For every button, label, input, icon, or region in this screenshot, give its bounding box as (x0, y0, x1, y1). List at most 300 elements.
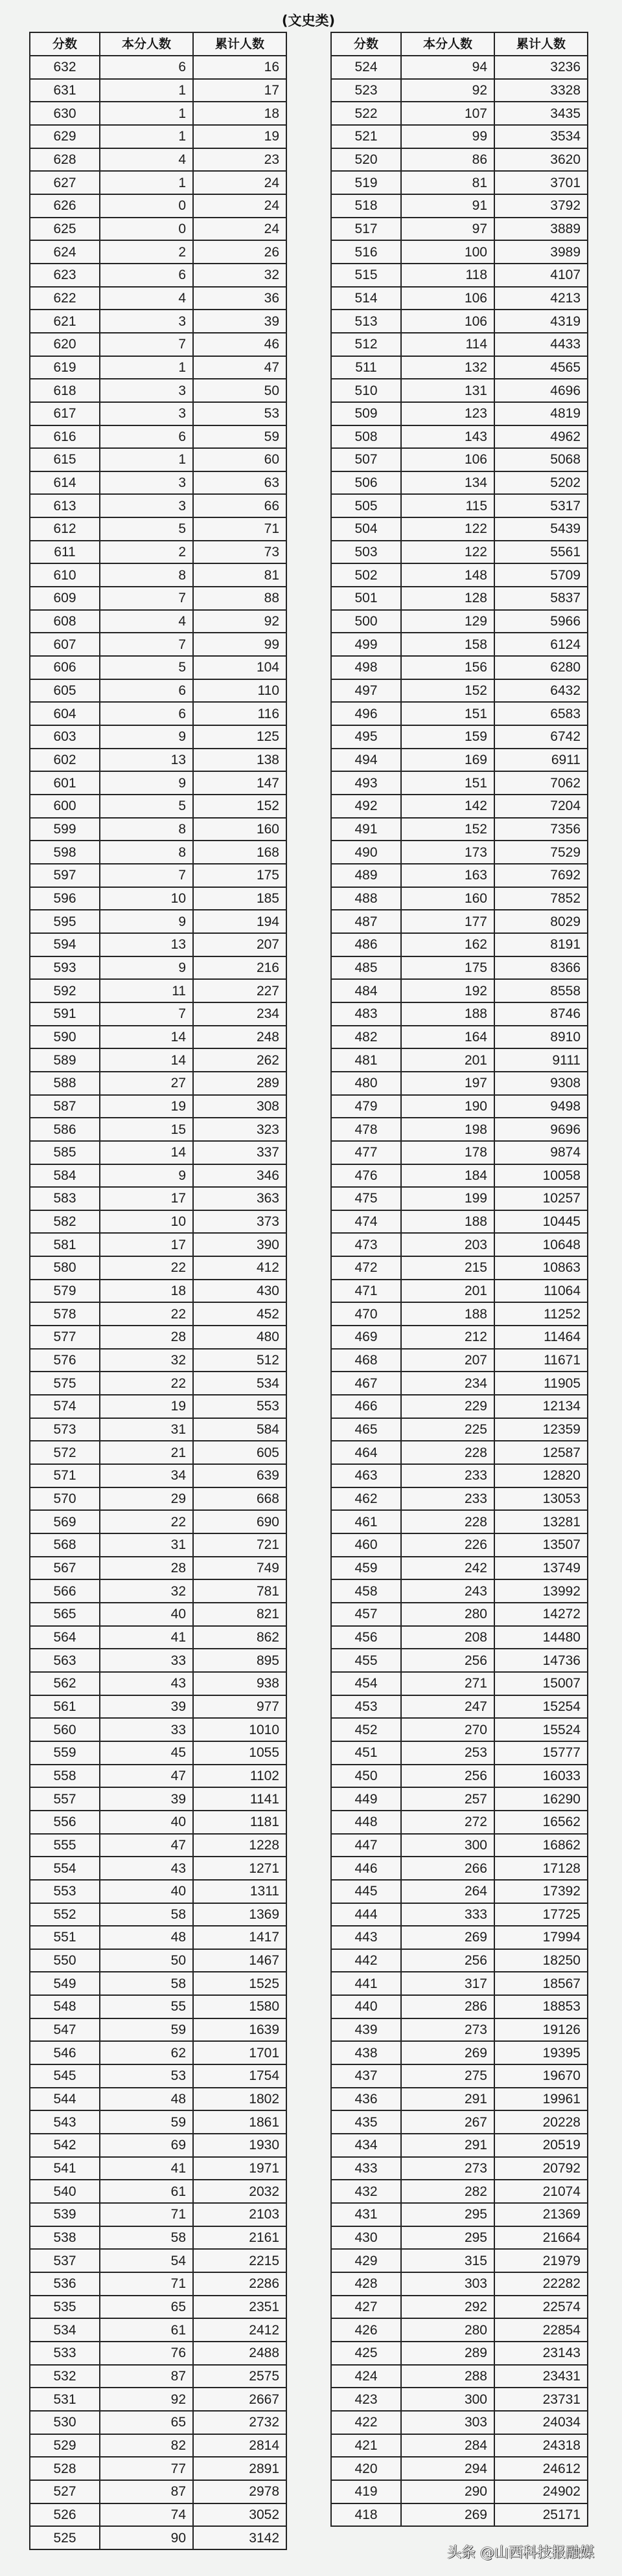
table-row (30, 1350, 287, 1373)
cumulative-cell: 977 (194, 1696, 287, 1719)
score-cell: 617 (30, 403, 100, 426)
cumulative-cell: 8746 (495, 1003, 588, 1026)
table-row (332, 102, 588, 126)
score-cell: 490 (332, 841, 402, 864)
table-row (30, 1811, 287, 1835)
table-row (332, 819, 588, 842)
count-cell: 295 (402, 2227, 495, 2250)
score-cell: 607 (30, 633, 100, 657)
score-cell: 616 (30, 426, 100, 449)
cumulative-cell: 5439 (495, 518, 588, 541)
score-cell: 431 (332, 2204, 402, 2227)
score-cell: 441 (332, 1972, 402, 1996)
cumulative-cell: 5837 (495, 587, 588, 611)
score-cell: 566 (30, 1580, 100, 1603)
score-cell: 624 (30, 241, 100, 264)
cumulative-cell: 13749 (495, 1557, 588, 1581)
count-cell: 15 (100, 1118, 194, 1142)
cumulative-cell: 16562 (495, 1811, 588, 1835)
cumulative-cell: 13507 (495, 1534, 588, 1557)
cumulative-cell: 346 (194, 1165, 287, 1188)
count-cell: 19 (100, 1395, 194, 1419)
table-row (332, 2227, 588, 2250)
cumulative-cell: 7852 (495, 888, 588, 911)
cumulative-cell: 138 (194, 749, 287, 773)
score-cell: 586 (30, 1118, 100, 1142)
cumulative-cell: 10648 (495, 1234, 588, 1257)
count-cell: 8 (100, 819, 194, 842)
cumulative-cell: 3620 (495, 149, 588, 172)
cumulative-cell: 11464 (495, 1326, 588, 1350)
table-row (30, 2366, 287, 2389)
cumulative-cell: 19961 (495, 2088, 588, 2112)
count-cell: 106 (402, 310, 495, 333)
score-cell: 508 (332, 426, 402, 449)
cumulative-cell: 323 (194, 1118, 287, 1142)
cumulative-cell: 21369 (495, 2204, 588, 2227)
table-row (332, 56, 588, 80)
score-cell: 595 (30, 910, 100, 934)
table-row (332, 2065, 588, 2088)
count-cell: 8 (100, 564, 194, 587)
table-row (332, 1234, 588, 1257)
count-cell: 9 (100, 1165, 194, 1188)
table-row (30, 1835, 287, 1858)
count-cell: 315 (402, 2250, 495, 2273)
cumulative-cell: 2032 (194, 2180, 287, 2204)
count-cell: 134 (402, 472, 495, 495)
cumulative-cell: 373 (194, 1211, 287, 1234)
table-row (30, 633, 287, 657)
cumulative-cell: 1525 (194, 1972, 287, 1996)
table-row (332, 449, 588, 472)
cumulative-cell: 3435 (495, 102, 588, 126)
count-cell: 22 (100, 1303, 194, 1326)
cumulative-cell: 10445 (495, 1211, 588, 1234)
score-cell: 511 (332, 357, 402, 380)
count-cell: 178 (402, 1142, 495, 1165)
count-cell: 242 (402, 1557, 495, 1581)
cumulative-cell: 53 (194, 403, 287, 426)
table-row (332, 1372, 588, 1395)
score-cell: 502 (332, 564, 402, 587)
score-cell: 578 (30, 1303, 100, 1326)
count-cell: 97 (402, 218, 495, 242)
count-cell: 90 (100, 2527, 194, 2550)
count-cell: 292 (402, 2296, 495, 2320)
count-cell: 151 (402, 772, 495, 795)
table-row (30, 2180, 287, 2204)
count-cell: 256 (402, 1950, 495, 1973)
table-row (30, 518, 287, 541)
score-cell: 631 (30, 80, 100, 103)
table-header (332, 33, 588, 56)
score-cell: 420 (332, 2457, 402, 2481)
table-row (30, 2042, 287, 2065)
cumulative-cell: 3989 (495, 241, 588, 264)
score-cell: 489 (332, 864, 402, 888)
count-cell: 188 (402, 1211, 495, 1234)
score-cell: 427 (332, 2296, 402, 2320)
score-cell: 537 (30, 2250, 100, 2273)
cumulative-cell: 24902 (495, 2481, 588, 2504)
cumulative-cell: 938 (194, 1673, 287, 1696)
table-row (30, 1257, 287, 1280)
count-cell: 32 (100, 1580, 194, 1603)
cumulative-cell: 1701 (194, 2042, 287, 2065)
score-cell: 551 (30, 1926, 100, 1950)
table-row (30, 2250, 287, 2273)
count-cell: 7 (100, 587, 194, 611)
count-cell: 77 (100, 2457, 194, 2481)
count-cell: 13 (100, 749, 194, 773)
score-cell: 457 (332, 1603, 402, 1627)
cumulative-cell: 14272 (495, 1603, 588, 1627)
table-row (30, 172, 287, 195)
cumulative-cell: 50 (194, 379, 287, 403)
score-cell: 500 (332, 611, 402, 634)
table-row (30, 1165, 287, 1188)
count-cell: 86 (402, 149, 495, 172)
cumulative-cell: 194 (194, 910, 287, 934)
cumulative-cell: 46 (194, 333, 287, 357)
table-row (332, 1026, 588, 1050)
score-cell: 419 (332, 2481, 402, 2504)
count-cell: 1 (100, 449, 194, 472)
score-cell: 538 (30, 2227, 100, 2250)
count-cell: 212 (402, 1326, 495, 1350)
cumulative-cell: 88 (194, 587, 287, 611)
cumulative-cell: 2891 (194, 2457, 287, 2481)
count-cell: 188 (402, 1303, 495, 1326)
count-cell: 286 (402, 1996, 495, 2019)
count-cell: 142 (402, 795, 495, 819)
cumulative-cell: 668 (194, 1488, 287, 1511)
count-cell: 43 (100, 1857, 194, 1881)
cumulative-cell: 6583 (495, 703, 588, 726)
score-cell: 424 (332, 2366, 402, 2389)
score-cell: 541 (30, 2158, 100, 2181)
table-row (30, 703, 287, 726)
cumulative-cell: 71 (194, 518, 287, 541)
count-cell: 228 (402, 1511, 495, 1534)
table-row (30, 1003, 287, 1026)
table-row (30, 1765, 287, 1789)
count-cell: 33 (100, 1719, 194, 1742)
count-cell: 4 (100, 288, 194, 311)
score-cell: 507 (332, 449, 402, 472)
score-cell: 572 (30, 1441, 100, 1465)
count-cell: 58 (100, 2227, 194, 2250)
cumulative-cell: 6280 (495, 657, 588, 680)
count-cell: 41 (100, 2158, 194, 2181)
table-row (30, 1950, 287, 1973)
score-cell: 474 (332, 1211, 402, 1234)
table-row (332, 795, 588, 819)
score-cell: 445 (332, 1881, 402, 1904)
score-cell: 543 (30, 2111, 100, 2134)
cumulative-cell: 15777 (495, 1742, 588, 1765)
score-cell: 442 (332, 1950, 402, 1973)
score-cell: 565 (30, 1603, 100, 1627)
score-cell: 464 (332, 1441, 402, 1465)
table-row (30, 2527, 287, 2550)
count-cell: 175 (402, 957, 495, 980)
cumulative-cell: 412 (194, 1257, 287, 1280)
score-cell: 471 (332, 1280, 402, 1304)
score-cell: 533 (30, 2342, 100, 2366)
count-cell: 21 (100, 1441, 194, 1465)
cumulative-cell: 19126 (495, 2019, 588, 2042)
header-count: 本分人数 (402, 33, 495, 56)
score-cell: 588 (30, 1072, 100, 1096)
count-cell: 33 (100, 1649, 194, 1673)
cumulative-cell: 690 (194, 1511, 287, 1534)
score-cell: 524 (332, 56, 402, 80)
score-cell: 535 (30, 2296, 100, 2320)
score-cell: 483 (332, 1003, 402, 1026)
score-cell: 512 (332, 333, 402, 357)
table-row (30, 888, 287, 911)
score-cell: 452 (332, 1719, 402, 1742)
table-row (332, 587, 588, 611)
count-cell: 74 (100, 2504, 194, 2527)
count-cell: 156 (402, 657, 495, 680)
cumulative-cell: 512 (194, 1350, 287, 1373)
table-row (30, 1788, 287, 1811)
cumulative-cell: 2978 (194, 2481, 287, 2504)
score-cell: 528 (30, 2457, 100, 2481)
cumulative-cell: 21664 (495, 2227, 588, 2250)
count-cell: 267 (402, 2111, 495, 2134)
table-row (30, 587, 287, 611)
table-row (332, 910, 588, 934)
table-row (30, 1627, 287, 1650)
score-cell: 611 (30, 541, 100, 565)
cumulative-cell: 821 (194, 1603, 287, 1627)
cumulative-cell: 24318 (495, 2435, 588, 2458)
watermark: 头条 @山西科技报融媒 (447, 2545, 594, 2561)
table-row (332, 518, 588, 541)
cumulative-cell: 8191 (495, 934, 588, 957)
count-cell: 76 (100, 2342, 194, 2366)
cumulative-cell: 2667 (194, 2388, 287, 2412)
count-cell: 215 (402, 1257, 495, 1280)
table-row (30, 1904, 287, 1927)
cumulative-cell: 92 (194, 611, 287, 634)
score-cell: 627 (30, 172, 100, 195)
table-row (30, 310, 287, 333)
cumulative-cell: 12820 (495, 1465, 588, 1488)
count-cell: 71 (100, 2273, 194, 2296)
count-cell: 129 (402, 611, 495, 634)
table-row (30, 2388, 287, 2412)
score-cell: 451 (332, 1742, 402, 1765)
cumulative-cell: 1467 (194, 1950, 287, 1973)
table-row (332, 772, 588, 795)
score-cell: 497 (332, 680, 402, 703)
count-cell: 280 (402, 1603, 495, 1627)
cumulative-cell: 25171 (495, 2504, 588, 2527)
table-row (332, 218, 588, 242)
cumulative-cell: 1580 (194, 1996, 287, 2019)
cumulative-cell: 390 (194, 1234, 287, 1257)
table-row (332, 1395, 588, 1419)
cumulative-cell: 23731 (495, 2388, 588, 2412)
score-cell: 532 (30, 2366, 100, 2389)
table-row (332, 264, 588, 288)
count-cell: 6 (100, 680, 194, 703)
table-row (332, 1465, 588, 1488)
count-cell: 273 (402, 2158, 495, 2181)
table-row (332, 1742, 588, 1765)
table-row (332, 495, 588, 518)
score-cell: 488 (332, 888, 402, 911)
score-cell: 461 (332, 1511, 402, 1534)
table-row (30, 910, 287, 934)
score-cell: 496 (332, 703, 402, 726)
table-row (30, 1534, 287, 1557)
table-row (30, 2273, 287, 2296)
count-cell: 122 (402, 518, 495, 541)
table-row (30, 1996, 287, 2019)
table-row (332, 1580, 588, 1603)
cumulative-cell: 7062 (495, 772, 588, 795)
score-cell: 531 (30, 2388, 100, 2412)
count-cell: 65 (100, 2296, 194, 2320)
table-row (332, 703, 588, 726)
count-cell: 3 (100, 310, 194, 333)
table-row (332, 472, 588, 495)
table-row (30, 1557, 287, 1581)
cumulative-cell: 248 (194, 1026, 287, 1050)
cumulative-cell: 430 (194, 1280, 287, 1304)
count-cell: 290 (402, 2481, 495, 2504)
count-cell: 160 (402, 888, 495, 911)
table-row (30, 241, 287, 264)
count-cell: 47 (100, 1835, 194, 1858)
cumulative-cell: 4319 (495, 310, 588, 333)
count-cell: 207 (402, 1350, 495, 1373)
score-cell: 632 (30, 56, 100, 80)
score-cell: 470 (332, 1303, 402, 1326)
count-cell: 40 (100, 1811, 194, 1835)
cumulative-cell: 9308 (495, 1072, 588, 1096)
count-cell: 123 (402, 403, 495, 426)
cumulative-cell: 147 (194, 772, 287, 795)
cumulative-cell: 73 (194, 541, 287, 565)
table-row (332, 2504, 588, 2527)
table-row (332, 1488, 588, 1511)
cumulative-cell: 289 (194, 1072, 287, 1096)
cumulative-cell: 4962 (495, 426, 588, 449)
cumulative-cell: 1141 (194, 1788, 287, 1811)
cumulative-cell: 20792 (495, 2158, 588, 2181)
table-row (332, 241, 588, 264)
cumulative-cell: 6911 (495, 749, 588, 773)
count-cell: 4 (100, 611, 194, 634)
count-cell: 152 (402, 680, 495, 703)
score-cell: 443 (332, 1926, 402, 1950)
cumulative-cell: 152 (194, 795, 287, 819)
cumulative-cell: 3328 (495, 80, 588, 103)
score-cell: 522 (332, 102, 402, 126)
cumulative-cell: 8029 (495, 910, 588, 934)
table-row (30, 726, 287, 749)
cumulative-cell: 6124 (495, 633, 588, 657)
table-row (30, 541, 287, 565)
count-cell: 59 (100, 2019, 194, 2042)
score-cell: 547 (30, 2019, 100, 2042)
table-row (332, 680, 588, 703)
score-cell: 552 (30, 1904, 100, 1927)
count-cell: 13 (100, 934, 194, 957)
cumulative-cell: 32 (194, 264, 287, 288)
cumulative-cell: 20519 (495, 2134, 588, 2158)
score-cell: 444 (332, 1904, 402, 1927)
table-row (30, 357, 287, 380)
table-row (332, 357, 588, 380)
count-cell: 198 (402, 1118, 495, 1142)
score-cell: 504 (332, 518, 402, 541)
count-cell: 173 (402, 841, 495, 864)
cumulative-cell: 175 (194, 864, 287, 888)
score-cell: 495 (332, 726, 402, 749)
cumulative-cell: 9111 (495, 1049, 588, 1072)
count-cell: 9 (100, 910, 194, 934)
table-row (30, 1488, 287, 1511)
table-row (30, 1857, 287, 1881)
table-row (332, 1811, 588, 1835)
score-cell: 526 (30, 2504, 100, 2527)
count-cell: 295 (402, 2204, 495, 2227)
count-cell: 22 (100, 1372, 194, 1395)
table-row (332, 1142, 588, 1165)
cumulative-cell: 8910 (495, 1026, 588, 1050)
cumulative-cell: 721 (194, 1534, 287, 1557)
cumulative-cell: 1311 (194, 1881, 287, 1904)
count-cell: 3 (100, 403, 194, 426)
table-row (30, 1511, 287, 1534)
count-cell: 288 (402, 2366, 495, 2389)
cumulative-cell: 116 (194, 703, 287, 726)
header-score: 分数 (30, 33, 100, 56)
score-cell: 602 (30, 749, 100, 773)
table-row (30, 2227, 287, 2250)
count-cell: 225 (402, 1419, 495, 1442)
table-row (30, 1072, 287, 1096)
cumulative-cell: 19670 (495, 2065, 588, 2088)
table-row (30, 1742, 287, 1765)
score-cell: 460 (332, 1534, 402, 1557)
cumulative-cell: 10058 (495, 1165, 588, 1188)
score-cell: 542 (30, 2134, 100, 2158)
score-cell: 574 (30, 1395, 100, 1419)
cumulative-cell: 66 (194, 495, 287, 518)
table-row (332, 1211, 588, 1234)
count-cell: 169 (402, 749, 495, 773)
count-cell: 32 (100, 1350, 194, 1373)
count-cell: 269 (402, 1926, 495, 1950)
table-row (30, 1096, 287, 1119)
count-cell: 257 (402, 1788, 495, 1811)
table-row (30, 772, 287, 795)
cumulative-cell: 2575 (194, 2366, 287, 2389)
cumulative-cell: 3236 (495, 56, 588, 80)
cumulative-cell: 1181 (194, 1811, 287, 1835)
score-cell: 440 (332, 1996, 402, 2019)
table-row (332, 1557, 588, 1581)
